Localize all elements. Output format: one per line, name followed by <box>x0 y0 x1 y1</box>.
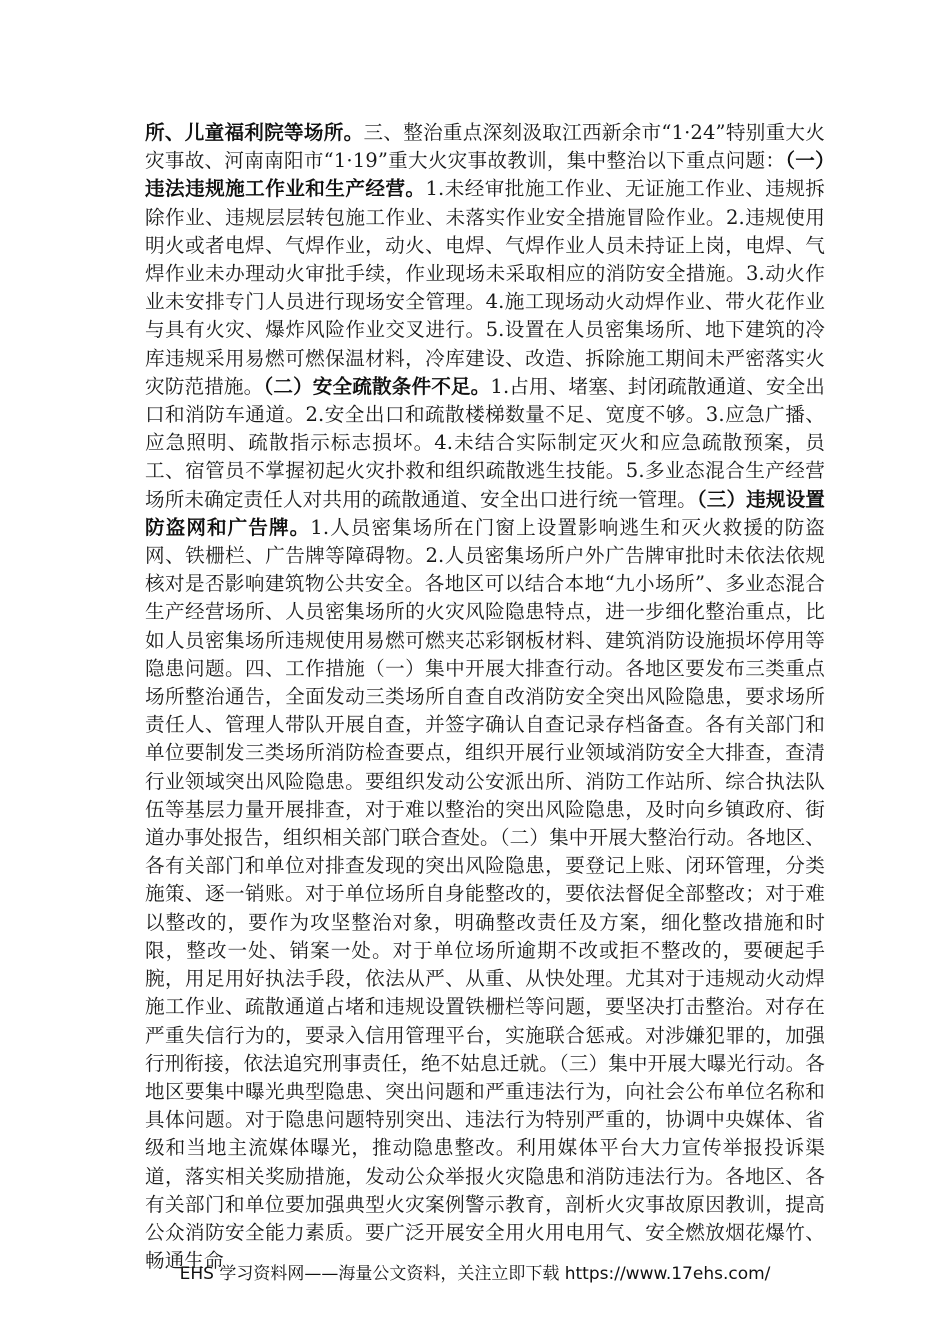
text-segment-bold: （一）违法违规施工作业和生产经营。 <box>145 149 825 201</box>
text-segment: 1.占用、堵塞、封闭疏散通道、安全出口和消防车通道。2.安全出口和疏散楼梯数量不足、宽度不够。3.应急广播、应急照明、疏散指示标志损坏。4.未结合实际制定灭火和应急疏散预案，员工、宿管员不掌握初起火灾扑救和组织疏散逃生技能。5.多业态混合生产经营场所未确定责任人对共用的疏散通道、安全出口进行统一管理。 <box>145 374 825 511</box>
footer-watermark: EHS 学习资料网——海量公文资料，关注立即下载 https://www.17ehs.com/ <box>179 1264 771 1284</box>
document-body-text <box>145 119 825 1275</box>
text-segment: 三、整治重点深刻汲取江西新余市“1·24”特别重大火灾事故、河南南阳市“1·19”重大火灾事故教训，集中整治以下重点问题： <box>145 121 825 173</box>
text-segment: 1.人员密集场所在门窗上设置影响逃生和灭火救援的防盗网、铁栅栏、广告牌等障碍物。2.人员密集场所户外广告牌审批时未依法依规核对是否影响建筑物公共安全。各地区可以结合本地“九小场所”、多业态混合生产经营场所、人员密集场所的火灾风险隐患特点，进一步细化整治重点，比如人员密集场所违规使用易燃可燃夹芯彩钢板材料、建筑消防设施损坏停用等隐患问题。四、工作措施（一）集中开展大排查行动。各地区要发布三类重点场所整治通告，全面发动三类场所自查自改消防安全突出风险隐患，要求场所责任人、管理人带队开展自查，并签字确认自查记录存档备查。各有关部门和单位要制发三类场所消防检查要点，组织开展行业领域消防安全大排查，查清行业领域突出风险隐患。要组织发动公安派出所、消防工作站所、综合执法队伍等基层力量开展排查，对于难以整治的突出风险隐患，及时向乡镇政府、街道办事处报告，组织相关部门联合查处。（二）集中开展大整治行动。各地区、各有关部门和单位对排查发现的突出风险隐患，要登记上账、闭环管理，分类施策、逐一销账。对于单位场所自身能整改的，要依法督促全部整改；对于难以整改的，要作为攻坚整治对象，明确整改责任及方案，细化整改措施和时限，整改一处、销案一处。对于单位场所逾期不改或拒不整改的，要硬起手腕，用足用好执法手段，依法从严、从重、从快处理。尤其对于违规动火动焊施工作业、疏散通道占堵和违规设置铁栅栏等问题，要坚决打击整治。对存在严重失信行为的，要录入信用管理平台，实施联合惩戒。对涉嫌犯罪的，加强行刑衔接，依法追究刑事责任，绝不姑息迁就。（三）集中开展大曝光行动。各地区要集中曝光典型隐患、突出问题和严重违法行为，向社会公布单位名称和具体问题。对于隐患问题特别突出、违法行为特别严重的，协调中央媒体、省级和当地主流媒体曝光，推动隐患整改。利用媒体平台大力宣传举报投诉渠道，落实相关奖励措施，发动公众举报火灾隐患和消防违法行为。各地区、各有关部门和单位要加强典型火灾案例警示教育，剖析火灾事故原因教训，提高公众消防安全能力素质。要广泛开展安全用火用电用气、安全燃放烟花爆竹、畅通生命 <box>145 515 825 1273</box>
text-segment-bold: （三）违规设置防盗网和广告牌。 <box>145 487 825 539</box>
text-segment: 1.未经审批施工作业、无证施工作业、违规拆除作业、违规层层转包施工作业、未落实作业安全措施冒险作业。2.违规使用明火或者电焊、气焊作业，动火、电焊、气焊作业人员未持证上岗，电焊、气焊作业未办理动火审批手续，作业现场未采取相应的消防安全措施。3.动火作业未安排专门人员进行现场安全管理。4.施工现场动火动焊作业、带火花作业与具有火灾、爆炸风险作业交叉进行。5.设置在人员密集场所、地下建筑的冷库违规采用易燃可燃保温材料，冷库建设、改造、拆除施工期间未严密落实火灾防范措施。 <box>145 177 825 398</box>
text-segment-bold: （二）安全疏散条件不足。 <box>263 374 491 398</box>
text-segment-bold: 所、儿童福利院等场所。 <box>145 121 364 144</box>
